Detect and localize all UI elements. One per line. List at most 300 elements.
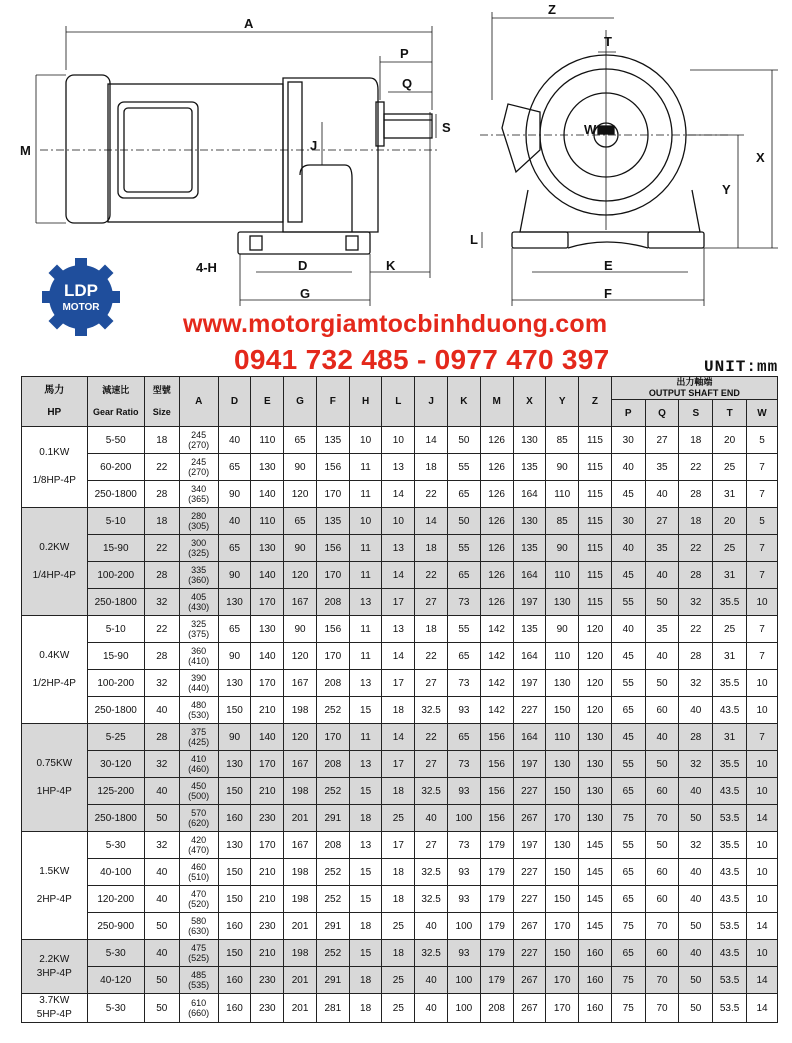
dimension-cell: 115 <box>579 535 612 562</box>
dimension-cell: 40 <box>415 967 448 994</box>
dimension-cell: 267 <box>513 994 546 1023</box>
dimension-cell: 35.5 <box>713 832 747 859</box>
dimension-cell: 130 <box>251 535 284 562</box>
dimension-cell: 55 <box>611 670 645 697</box>
size-cell: 32 <box>144 670 179 697</box>
dim-A-value: 325 <box>191 619 207 629</box>
dimension-cell: 10 <box>747 940 778 967</box>
dimension-cell: 145 <box>579 859 612 886</box>
dimension-cell: 25 <box>713 454 747 481</box>
dim-A-value: 375 <box>191 727 207 737</box>
dimension-cell: 110 <box>546 643 579 670</box>
dimension-cell: 167 <box>284 670 317 697</box>
dimension-cell: 25 <box>713 616 747 643</box>
dimension-cell: 70 <box>645 913 679 940</box>
dimension-cell: 142 <box>480 643 513 670</box>
dimension-cell: 170 <box>316 562 349 589</box>
dimension-cell: 18 <box>349 994 382 1023</box>
dimension-cell: 160 <box>579 940 612 967</box>
dimension-cell: 160 <box>579 967 612 994</box>
dim-A-value: 460 <box>191 862 207 872</box>
motor-end-cap <box>66 75 110 223</box>
dimension-cell: 210 <box>251 859 284 886</box>
dimension-cell: 65 <box>611 697 645 724</box>
table-row <box>22 994 778 1023</box>
dimension-cell: 50 <box>645 832 679 859</box>
dimension-cell: 35 <box>645 616 679 643</box>
dimension-cell: 230 <box>251 967 284 994</box>
gear-ratio-cell: 5-25 <box>87 724 144 751</box>
dimension-cell: 11 <box>349 481 382 508</box>
dimension-cell: 170 <box>316 724 349 751</box>
dimension-cell: 28 <box>679 724 713 751</box>
dimension-cell: 60 <box>645 886 679 913</box>
dimension-cell: 22 <box>415 562 448 589</box>
label-A: A <box>244 16 254 31</box>
hp-cell <box>22 994 88 1023</box>
dimension-cell: 230 <box>251 805 284 832</box>
dimension-cell: 7 <box>747 616 778 643</box>
dimension-cell: 10 <box>349 427 382 454</box>
dimension-cell: 14 <box>382 643 415 670</box>
gear-ratio-cell: 250-1800 <box>87 481 144 508</box>
dimension-cell: 130 <box>546 589 579 616</box>
dimension-cell: 120 <box>284 643 317 670</box>
dimension-cell: 90 <box>546 535 579 562</box>
dimension-cell: 40 <box>611 454 645 481</box>
dimension-cell: 120 <box>579 670 612 697</box>
dimension-cell: 40 <box>645 562 679 589</box>
dimension-cell: 291 <box>316 913 349 940</box>
header-dim-E: E <box>251 377 284 427</box>
dimension-cell: 90 <box>284 454 317 481</box>
dimension-cell: 50 <box>645 751 679 778</box>
gear-ratio-cell: 5-30 <box>87 994 144 1023</box>
hp-value: 0.1KW <box>39 447 70 458</box>
dimension-cell: 73 <box>448 589 481 616</box>
dimension-cell: 11 <box>349 724 382 751</box>
website-url[interactable]: www.motorgiamtocbinhduong.com <box>183 310 608 338</box>
dim-A-cell <box>179 994 218 1023</box>
dimension-cell: 164 <box>513 643 546 670</box>
dimension-cell: 291 <box>316 805 349 832</box>
dimension-cell: 18 <box>679 427 713 454</box>
dimension-cell: 210 <box>251 886 284 913</box>
dimension-cell: 28 <box>679 562 713 589</box>
dimension-cell: 53.5 <box>713 994 747 1023</box>
dimension-cell: 115 <box>579 562 612 589</box>
dim-A-alt-value: (620) <box>188 818 210 828</box>
dimension-cell: 40 <box>218 508 251 535</box>
dimension-cell: 130 <box>251 616 284 643</box>
dim-A-value: 580 <box>191 916 207 926</box>
table-row <box>22 886 778 913</box>
dimension-cell: 32 <box>679 751 713 778</box>
dimension-cell: 40 <box>679 886 713 913</box>
dimension-cell: 110 <box>251 427 284 454</box>
dim-A-cell <box>179 913 218 940</box>
dimension-cell: 90 <box>218 643 251 670</box>
size-cell: 32 <box>144 832 179 859</box>
dimension-cell: 27 <box>645 427 679 454</box>
dimension-cell: 14 <box>415 427 448 454</box>
table-row <box>22 940 778 967</box>
dimension-cell: 120 <box>579 616 612 643</box>
dimension-cell: 150 <box>546 886 579 913</box>
dim-A-alt-value: (660) <box>188 1008 210 1018</box>
dimension-cell: 160 <box>218 994 251 1023</box>
label-Q: Q <box>402 76 413 91</box>
dimension-cell: 142 <box>480 670 513 697</box>
dimension-cell: 93 <box>448 778 481 805</box>
dimension-cell: 164 <box>513 562 546 589</box>
dimension-cell: 40 <box>415 913 448 940</box>
mounting-foot <box>238 232 370 254</box>
dimension-cell: 60 <box>645 859 679 886</box>
dim-A-value: 245 <box>191 430 207 440</box>
size-cell: 50 <box>144 994 179 1023</box>
dimension-cell: 201 <box>284 967 317 994</box>
hp-value: 2HP-4P <box>36 893 72 905</box>
dim-A-value: 340 <box>191 484 207 494</box>
dimension-cell: 22 <box>415 481 448 508</box>
dimension-cell: 110 <box>546 481 579 508</box>
dimension-cell: 7 <box>747 724 778 751</box>
dimension-cell: 126 <box>480 427 513 454</box>
dimension-cell: 17 <box>382 670 415 697</box>
dimension-cell: 10 <box>349 508 382 535</box>
dim-A-alt-value: (440) <box>188 683 210 693</box>
dimension-cell: 40 <box>415 805 448 832</box>
dimension-cell: 267 <box>513 967 546 994</box>
dimension-cell: 35 <box>645 535 679 562</box>
dimension-cell: 65 <box>611 940 645 967</box>
hp-value: 1/2HP-4P <box>32 677 76 689</box>
dimension-cell: 170 <box>251 589 284 616</box>
gear-ratio-cell: 5-30 <box>87 940 144 967</box>
dimension-cell: 18 <box>382 697 415 724</box>
dimension-cell: 50 <box>679 805 713 832</box>
hp-value: 1/4HP-4P <box>32 569 76 581</box>
size-cell: 40 <box>144 886 179 913</box>
dimension-cell: 75 <box>611 805 645 832</box>
dim-A-alt-value: (530) <box>188 710 210 720</box>
dimension-cell: 10 <box>747 859 778 886</box>
dim-A-alt-value: (270) <box>188 467 210 477</box>
dimension-cell: 170 <box>546 805 579 832</box>
dimension-cell: 60 <box>645 697 679 724</box>
dimension-cell: 156 <box>316 454 349 481</box>
dimension-cell: 110 <box>546 562 579 589</box>
dimension-cell: 40 <box>679 697 713 724</box>
hp-cell <box>22 427 88 508</box>
dimension-cell: 25 <box>382 967 415 994</box>
dimension-cell: 170 <box>546 967 579 994</box>
size-cell: 40 <box>144 859 179 886</box>
dimension-cell: 179 <box>480 940 513 967</box>
dim-A-alt-value: (430) <box>188 602 210 612</box>
dimension-cell: 32 <box>679 589 713 616</box>
header-size: 型號 Size <box>144 377 179 427</box>
dimension-cell: 17 <box>382 589 415 616</box>
dimension-cell: 130 <box>579 805 612 832</box>
dimension-cell: 130 <box>579 724 612 751</box>
gear-ratio-cell: 40-100 <box>87 859 144 886</box>
dimension-cell: 15 <box>349 886 382 913</box>
dimension-cell: 201 <box>284 913 317 940</box>
dimension-cell: 90 <box>218 562 251 589</box>
dimension-cell: 150 <box>218 886 251 913</box>
gear-ratio-cell: 250-900 <box>87 913 144 940</box>
dim-A-cell <box>179 886 218 913</box>
dimension-cell: 167 <box>284 589 317 616</box>
table-row <box>22 697 778 724</box>
dimension-cell: 40 <box>645 643 679 670</box>
dimension-cell: 7 <box>747 481 778 508</box>
table-row <box>22 427 778 454</box>
table-row <box>22 670 778 697</box>
dimension-cell: 45 <box>611 562 645 589</box>
dimension-cell: 43.5 <box>713 859 747 886</box>
dimension-cell: 130 <box>218 589 251 616</box>
gear-ratio-cell: 30-120 <box>87 751 144 778</box>
dim-A-cell <box>179 778 218 805</box>
dim-A-alt-value: (520) <box>188 899 210 909</box>
dimension-cell: 90 <box>284 535 317 562</box>
dimension-cell: 156 <box>480 724 513 751</box>
dim-A-cell <box>179 670 218 697</box>
dimension-cell: 50 <box>448 508 481 535</box>
dimension-cell: 90 <box>218 724 251 751</box>
gear-ratio-cell: 250-1800 <box>87 697 144 724</box>
hp-value: 0.75KW <box>36 757 73 769</box>
label-P: P <box>400 46 409 61</box>
hp-value: 3HP-4P <box>36 967 72 979</box>
hp-cell <box>22 940 88 994</box>
dimension-cell: 75 <box>611 913 645 940</box>
dimension-cell: 50 <box>679 994 713 1023</box>
dimension-cell: 130 <box>579 751 612 778</box>
size-cell: 40 <box>144 940 179 967</box>
dimension-cell: 53.5 <box>713 967 747 994</box>
dimension-cell: 197 <box>513 589 546 616</box>
dim-A-alt-value: (305) <box>188 521 210 531</box>
dimension-cell: 40 <box>218 427 251 454</box>
dimension-cell: 120 <box>284 724 317 751</box>
dimension-cell: 27 <box>645 508 679 535</box>
dimension-cell: 70 <box>645 994 679 1023</box>
dimension-cell: 28 <box>679 481 713 508</box>
dimension-cell: 100 <box>448 913 481 940</box>
dimension-cell: 110 <box>546 724 579 751</box>
dimension-cell: 18 <box>415 454 448 481</box>
size-cell: 40 <box>144 778 179 805</box>
table-row <box>22 535 778 562</box>
dimension-cell: 53.5 <box>713 805 747 832</box>
size-cell: 22 <box>144 535 179 562</box>
dimension-cell: 73 <box>448 751 481 778</box>
dimension-cell: 156 <box>480 751 513 778</box>
dimension-cell: 170 <box>251 670 284 697</box>
dimension-cell: 25 <box>382 913 415 940</box>
dim-A-value: 335 <box>191 565 207 575</box>
dimension-cell: 170 <box>546 913 579 940</box>
hp-cell <box>22 616 88 724</box>
dimension-cell: 14 <box>747 967 778 994</box>
table-row <box>22 859 778 886</box>
dimension-cell: 30 <box>611 508 645 535</box>
output-shaft <box>384 114 432 138</box>
dimension-cell: 65 <box>284 427 317 454</box>
dimension-cell: 208 <box>480 994 513 1023</box>
dimension-cell: 227 <box>513 886 546 913</box>
dimension-cell: 14 <box>747 913 778 940</box>
size-cell: 18 <box>144 508 179 535</box>
dimension-cell: 179 <box>480 859 513 886</box>
dimension-cell: 11 <box>349 562 382 589</box>
dimension-cell: 201 <box>284 805 317 832</box>
dimension-cell: 110 <box>251 508 284 535</box>
dimension-cell: 130 <box>546 670 579 697</box>
dimension-cell: 179 <box>480 967 513 994</box>
dimension-cell: 60 <box>645 940 679 967</box>
dimension-cell: 75 <box>611 967 645 994</box>
dimension-cell: 208 <box>316 832 349 859</box>
dimension-cell: 210 <box>251 697 284 724</box>
dimension-cell: 198 <box>284 886 317 913</box>
dimension-cell: 65 <box>448 481 481 508</box>
label-Y: Y <box>722 182 731 197</box>
dimension-cell: 25 <box>382 805 415 832</box>
dimension-cell: 15 <box>349 697 382 724</box>
dimension-cell: 18 <box>679 508 713 535</box>
dimension-cell: 18 <box>382 886 415 913</box>
dimension-cell: 15 <box>349 859 382 886</box>
dimension-cell: 25 <box>713 535 747 562</box>
dimension-cell: 135 <box>513 535 546 562</box>
dimension-cell: 7 <box>747 454 778 481</box>
dimension-cell: 11 <box>349 535 382 562</box>
dimension-cell: 93 <box>448 859 481 886</box>
header-dim-X: X <box>513 377 546 427</box>
gear-ratio-cell: 125-200 <box>87 778 144 805</box>
dim-A-alt-value: (525) <box>188 953 210 963</box>
dimension-cell: 35.5 <box>713 670 747 697</box>
dimension-cell: 208 <box>316 751 349 778</box>
dimension-cell: 45 <box>611 481 645 508</box>
dimension-cell: 145 <box>579 832 612 859</box>
dim-A-alt-value: (470) <box>188 845 210 855</box>
dimension-cell: 43.5 <box>713 940 747 967</box>
dimension-cell: 198 <box>284 778 317 805</box>
dimension-cell: 14 <box>382 481 415 508</box>
dimension-cell: 32.5 <box>415 859 448 886</box>
dimension-cell: 126 <box>480 589 513 616</box>
table-row <box>22 751 778 778</box>
dimension-cell: 10 <box>747 778 778 805</box>
dimension-cell: 55 <box>611 751 645 778</box>
dimension-cell: 18 <box>382 778 415 805</box>
dimension-cell: 32 <box>679 832 713 859</box>
hp-value: 1/8HP-4P <box>32 475 76 486</box>
dimension-cell: 130 <box>218 832 251 859</box>
dimension-cell: 126 <box>480 508 513 535</box>
size-cell: 22 <box>144 454 179 481</box>
dimension-cell: 150 <box>546 859 579 886</box>
dimension-cell: 252 <box>316 940 349 967</box>
table-row <box>22 454 778 481</box>
dimension-cell: 22 <box>415 724 448 751</box>
dimension-cell: 7 <box>747 643 778 670</box>
dimension-cell: 40 <box>415 994 448 1023</box>
size-cell: 28 <box>144 481 179 508</box>
dimension-cell: 145 <box>579 913 612 940</box>
dimension-cell: 32 <box>679 670 713 697</box>
gear-ratio-cell: 250-1800 <box>87 589 144 616</box>
dimension-cell: 130 <box>546 751 579 778</box>
dimension-cell: 50 <box>448 427 481 454</box>
dimension-cell: 11 <box>349 643 382 670</box>
dimension-cell: 40 <box>679 778 713 805</box>
size-cell: 22 <box>144 616 179 643</box>
dimension-cell: 15 <box>349 778 382 805</box>
dimension-cell: 115 <box>579 508 612 535</box>
label-M: M <box>20 143 31 158</box>
hp-value: 0.2KW <box>39 541 70 553</box>
size-cell: 50 <box>144 967 179 994</box>
dimension-cell: 22 <box>679 616 713 643</box>
gear-ratio-cell: 5-10 <box>87 616 144 643</box>
dimension-cell: 65 <box>611 778 645 805</box>
dimension-cell: 18 <box>349 967 382 994</box>
dim-A-cell <box>179 454 218 481</box>
dimension-cell: 201 <box>284 994 317 1023</box>
dim-A-alt-value: (365) <box>188 494 210 504</box>
dimension-cell: 150 <box>218 940 251 967</box>
dim-A-cell <box>179 589 218 616</box>
table-row <box>22 724 778 751</box>
dimension-cell: 150 <box>218 859 251 886</box>
header-output-shaft: 出力軸端 OUTPUT SHAFT END <box>611 377 777 400</box>
dimension-cell: 170 <box>316 643 349 670</box>
dimension-cell: 55 <box>611 589 645 616</box>
dimension-cell: 43.5 <box>713 697 747 724</box>
dimension-cell: 13 <box>349 751 382 778</box>
header-dim-D: D <box>218 377 251 427</box>
dimension-cell: 50 <box>679 967 713 994</box>
phone-numbers: 0941 732 485 - 0977 470 397 <box>234 344 610 375</box>
dimension-cell: 25 <box>382 994 415 1023</box>
dim-A-value: 475 <box>191 943 207 953</box>
hp-value: 0.4KW <box>39 649 70 661</box>
dimension-cell: 126 <box>480 481 513 508</box>
dimension-cell: 40 <box>679 859 713 886</box>
dimension-cell: 31 <box>713 562 747 589</box>
dimension-cell: 150 <box>546 778 579 805</box>
header-dim-Z: Z <box>579 377 612 427</box>
dimension-cell: 198 <box>284 940 317 967</box>
dimension-cell: 10 <box>747 751 778 778</box>
dim-A-alt-value: (535) <box>188 980 210 990</box>
table-row <box>22 832 778 859</box>
dimension-cell: 45 <box>611 724 645 751</box>
dimension-cell: 150 <box>546 940 579 967</box>
dimension-cell: 10 <box>747 697 778 724</box>
dimension-cell: 142 <box>480 697 513 724</box>
dim-A-cell <box>179 832 218 859</box>
gear-ratio-cell: 15-90 <box>87 535 144 562</box>
header-dim-H: H <box>349 377 382 427</box>
